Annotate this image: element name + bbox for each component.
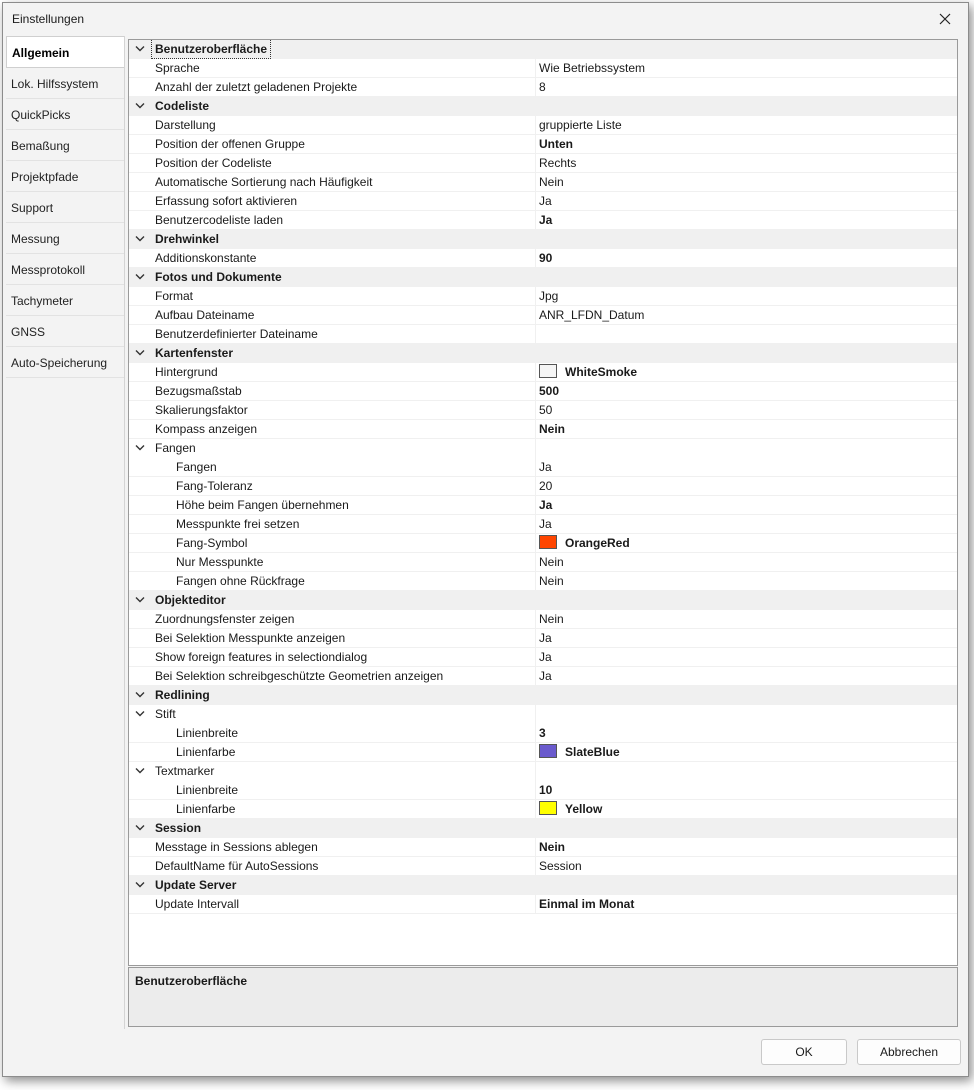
- property-value[interactable]: ANR_LFDN_Datum: [539, 308, 645, 322]
- property-label: Automatische Sortierung nach Häufigkeit: [155, 175, 373, 189]
- chevron-down-icon[interactable]: [135, 349, 145, 357]
- property-value[interactable]: gruppierte Liste: [539, 118, 622, 132]
- property-value[interactable]: 500: [539, 384, 560, 398]
- property-label: Linienfarbe: [176, 802, 236, 816]
- property-label: Fangen ohne Rückfrage: [176, 574, 305, 588]
- property-value[interactable]: Ja: [539, 669, 552, 683]
- property-row[interactable]: [129, 116, 957, 135]
- chevron-down-icon[interactable]: [135, 881, 145, 889]
- property-row[interactable]: [129, 800, 957, 819]
- property-label: Bei Selektion schreibgeschützte Geometrien anzeigen: [155, 669, 444, 683]
- subcategory-row[interactable]: [129, 705, 957, 724]
- property-value[interactable]: 90: [539, 251, 553, 265]
- color-swatch: [539, 801, 557, 815]
- property-value[interactable]: Rechts: [539, 156, 577, 170]
- category-row[interactable]: [129, 876, 957, 895]
- property-row[interactable]: [129, 515, 957, 534]
- property-row[interactable]: [129, 629, 957, 648]
- property-row[interactable]: [129, 211, 957, 230]
- property-row[interactable]: [129, 154, 957, 173]
- ok-button[interactable]: OK: [761, 1039, 847, 1065]
- close-icon: [939, 13, 951, 25]
- color-name: OrangeRed: [565, 536, 630, 550]
- property-label: Fang-Toleranz: [176, 479, 253, 493]
- nav-item-5[interactable]: [6, 192, 124, 223]
- property-label: Zuordnungsfenster zeigen: [155, 612, 295, 626]
- property-label: Linienbreite: [176, 783, 239, 797]
- property-row[interactable]: [129, 306, 957, 325]
- property-value[interactable]: Nein: [539, 840, 566, 854]
- category-label: Benutzeroberfläche: [152, 40, 270, 58]
- property-label: Benutzerdefinierter Dateiname: [155, 327, 318, 341]
- property-label: Update Intervall: [155, 897, 240, 911]
- property-label: Bei Selektion Messpunkte anzeigen: [155, 631, 346, 645]
- property-row[interactable]: [129, 743, 957, 762]
- chevron-down-icon[interactable]: [135, 710, 145, 718]
- property-label: Position der offenen Gruppe: [155, 137, 305, 151]
- nav-item-label: Auto-Speicherung: [11, 356, 108, 370]
- category-label: Update Server: [155, 878, 237, 892]
- category-row[interactable]: [129, 230, 957, 249]
- property-row[interactable]: [129, 192, 957, 211]
- property-value[interactable]: [539, 800, 739, 818]
- property-row[interactable]: [129, 78, 957, 97]
- property-row[interactable]: [129, 59, 957, 78]
- chevron-down-icon[interactable]: [135, 444, 145, 452]
- property-label: Linienbreite: [176, 726, 239, 740]
- property-row[interactable]: [129, 173, 957, 192]
- property-row[interactable]: [129, 401, 957, 420]
- property-value[interactable]: Ja: [539, 194, 552, 208]
- property-row[interactable]: [129, 420, 957, 439]
- property-value[interactable]: 8: [539, 80, 546, 94]
- property-value[interactable]: [539, 534, 739, 552]
- category-label: Fotos und Dokumente: [155, 270, 282, 284]
- nav-item-label: Messprotokoll: [11, 263, 86, 277]
- property-label: Additionskonstante: [155, 251, 257, 265]
- property-row[interactable]: [129, 249, 957, 268]
- property-row[interactable]: [129, 325, 957, 344]
- property-row[interactable]: [129, 458, 957, 477]
- property-label: Messpunkte frei setzen: [176, 517, 300, 531]
- category-label: Kartenfenster: [155, 346, 234, 360]
- property-value[interactable]: Nein: [539, 175, 564, 189]
- color-name: Yellow: [565, 802, 603, 816]
- property-row[interactable]: [129, 895, 957, 914]
- nav-item-label: Bemaßung: [11, 139, 70, 153]
- property-value[interactable]: Nein: [539, 555, 564, 569]
- description-title: Benutzeroberfläche: [135, 974, 248, 988]
- property-label: Erfassung sofort aktivieren: [155, 194, 298, 208]
- property-label: Messtage in Sessions ablegen: [155, 840, 318, 854]
- property-row[interactable]: [129, 382, 957, 401]
- property-label: Kompass anzeigen: [155, 422, 258, 436]
- property-value[interactable]: 20: [539, 479, 553, 493]
- property-row[interactable]: [129, 572, 957, 591]
- category-row[interactable]: [129, 344, 957, 363]
- category-label: Codeliste: [155, 99, 210, 113]
- property-row[interactable]: [129, 553, 957, 572]
- property-label: Format: [155, 289, 194, 303]
- nav-item-7[interactable]: [6, 254, 124, 285]
- property-value[interactable]: Nein: [539, 612, 564, 626]
- property-label: Aufbau Dateiname: [155, 308, 255, 322]
- color-name: WhiteSmoke: [565, 365, 638, 379]
- property-row[interactable]: [129, 781, 957, 800]
- nav-item-8[interactable]: [6, 285, 124, 316]
- nav-item-label: Projektpfade: [11, 170, 79, 184]
- property-value[interactable]: Ja: [539, 631, 552, 645]
- chevron-down-icon[interactable]: [135, 596, 145, 604]
- property-row[interactable]: [129, 667, 957, 686]
- property-value[interactable]: Jpg: [539, 289, 559, 303]
- category-label: Objekteditor: [155, 593, 226, 607]
- property-row[interactable]: [129, 135, 957, 154]
- nav-item-4[interactable]: [6, 161, 124, 192]
- category-row[interactable]: [129, 97, 957, 116]
- category-nav: [6, 36, 125, 1029]
- property-label: Hintergrund: [155, 365, 218, 379]
- settings-dialog: [2, 2, 969, 1077]
- property-value[interactable]: 3: [539, 726, 546, 740]
- nav-item-label: QuickPicks: [11, 108, 71, 122]
- chevron-down-icon[interactable]: [135, 691, 145, 699]
- property-label: Anzahl der zuletzt geladenen Projekte: [155, 80, 358, 94]
- chevron-down-icon[interactable]: [135, 767, 145, 775]
- property-row[interactable]: [129, 496, 957, 515]
- property-value[interactable]: Nein: [539, 422, 566, 436]
- property-row[interactable]: [129, 610, 957, 629]
- nav-item-label: Tachymeter: [11, 294, 74, 308]
- property-row[interactable]: [129, 363, 957, 382]
- nav-item-label: GNSS: [11, 325, 46, 339]
- window-title: Einstellungen: [12, 12, 85, 26]
- category-label: Session: [155, 821, 202, 835]
- category-label: Fangen: [155, 441, 196, 455]
- category-label: Textmarker: [155, 764, 215, 778]
- close-button[interactable]: [922, 3, 968, 35]
- nav-item-label: Support: [11, 201, 54, 215]
- property-value[interactable]: Ja: [539, 517, 552, 531]
- property-value[interactable]: Einmal im Monat: [539, 897, 635, 911]
- property-label: Fang-Symbol: [176, 536, 248, 550]
- property-label: Höhe beim Fangen übernehmen: [176, 498, 349, 512]
- title-bar: [3, 3, 968, 35]
- nav-item-label: Allgemein: [12, 46, 70, 60]
- category-label: Drehwinkel: [155, 232, 220, 246]
- chevron-down-icon[interactable]: [135, 824, 145, 832]
- property-row[interactable]: [129, 724, 957, 743]
- property-grid[interactable]: [128, 39, 958, 966]
- property-label: Fangen: [176, 460, 217, 474]
- nav-item-2[interactable]: [6, 99, 124, 130]
- category-row[interactable]: [129, 686, 957, 705]
- color-swatch: [539, 364, 557, 378]
- category-label: Stift: [155, 707, 176, 721]
- property-value[interactable]: Ja: [539, 650, 552, 664]
- property-row[interactable]: [129, 648, 957, 667]
- property-row[interactable]: [129, 287, 957, 306]
- chevron-down-icon[interactable]: [135, 45, 145, 53]
- nav-item-label: Messung: [11, 232, 60, 246]
- category-row[interactable]: [129, 268, 957, 287]
- category-row[interactable]: [129, 591, 957, 610]
- property-label: Skalierungsfaktor: [155, 403, 248, 417]
- nav-item-3[interactable]: [6, 130, 124, 161]
- description-panel: [128, 967, 958, 1027]
- property-label: Darstellung: [155, 118, 216, 132]
- property-row[interactable]: [129, 477, 957, 496]
- property-row[interactable]: [129, 857, 957, 876]
- property-value[interactable]: Unten: [539, 137, 573, 151]
- property-value[interactable]: Ja: [539, 460, 552, 474]
- property-label: Benutzercodeliste laden: [155, 213, 284, 227]
- property-value[interactable]: Ja: [539, 213, 553, 227]
- property-row[interactable]: [129, 838, 957, 857]
- property-value[interactable]: 10: [539, 783, 553, 797]
- nav-item-label: Lok. Hilfssystem: [11, 77, 99, 91]
- subcategory-row[interactable]: [129, 762, 957, 781]
- property-value[interactable]: 50: [539, 403, 553, 417]
- category-row[interactable]: [129, 819, 957, 838]
- property-value[interactable]: [539, 743, 739, 761]
- subcategory-row[interactable]: [129, 439, 957, 458]
- nav-item-6[interactable]: [6, 223, 124, 254]
- nav-item-1[interactable]: [6, 68, 124, 99]
- property-value[interactable]: Ja: [539, 498, 553, 512]
- property-label: Position der Codeliste: [155, 156, 272, 170]
- property-label: Linienfarbe: [176, 745, 236, 759]
- nav-item-9[interactable]: [6, 316, 124, 347]
- property-row[interactable]: [129, 534, 957, 553]
- property-value[interactable]: Session: [539, 859, 582, 873]
- property-value[interactable]: Wie Betriebssystem: [539, 61, 646, 75]
- chevron-down-icon[interactable]: [135, 235, 145, 243]
- chevron-down-icon[interactable]: [135, 273, 145, 281]
- property-label: Nur Messpunkte: [176, 555, 264, 569]
- nav-item-0[interactable]: [6, 36, 124, 68]
- chevron-down-icon[interactable]: [135, 102, 145, 110]
- color-name: SlateBlue: [565, 745, 620, 759]
- property-label: Bezugsmaßstab: [155, 384, 242, 398]
- property-label: Sprache: [155, 61, 200, 75]
- nav-item-10[interactable]: [6, 347, 124, 378]
- category-row[interactable]: [129, 40, 957, 59]
- property-label: Show foreign features in selectiondialog: [155, 650, 368, 664]
- category-label: Redlining: [155, 688, 210, 702]
- property-value[interactable]: Nein: [539, 574, 564, 588]
- property-label: DefaultName für AutoSessions: [155, 859, 319, 873]
- color-swatch: [539, 535, 557, 549]
- property-value[interactable]: [539, 363, 739, 381]
- color-swatch: [539, 744, 557, 758]
- cancel-button[interactable]: Abbrechen: [857, 1039, 961, 1065]
